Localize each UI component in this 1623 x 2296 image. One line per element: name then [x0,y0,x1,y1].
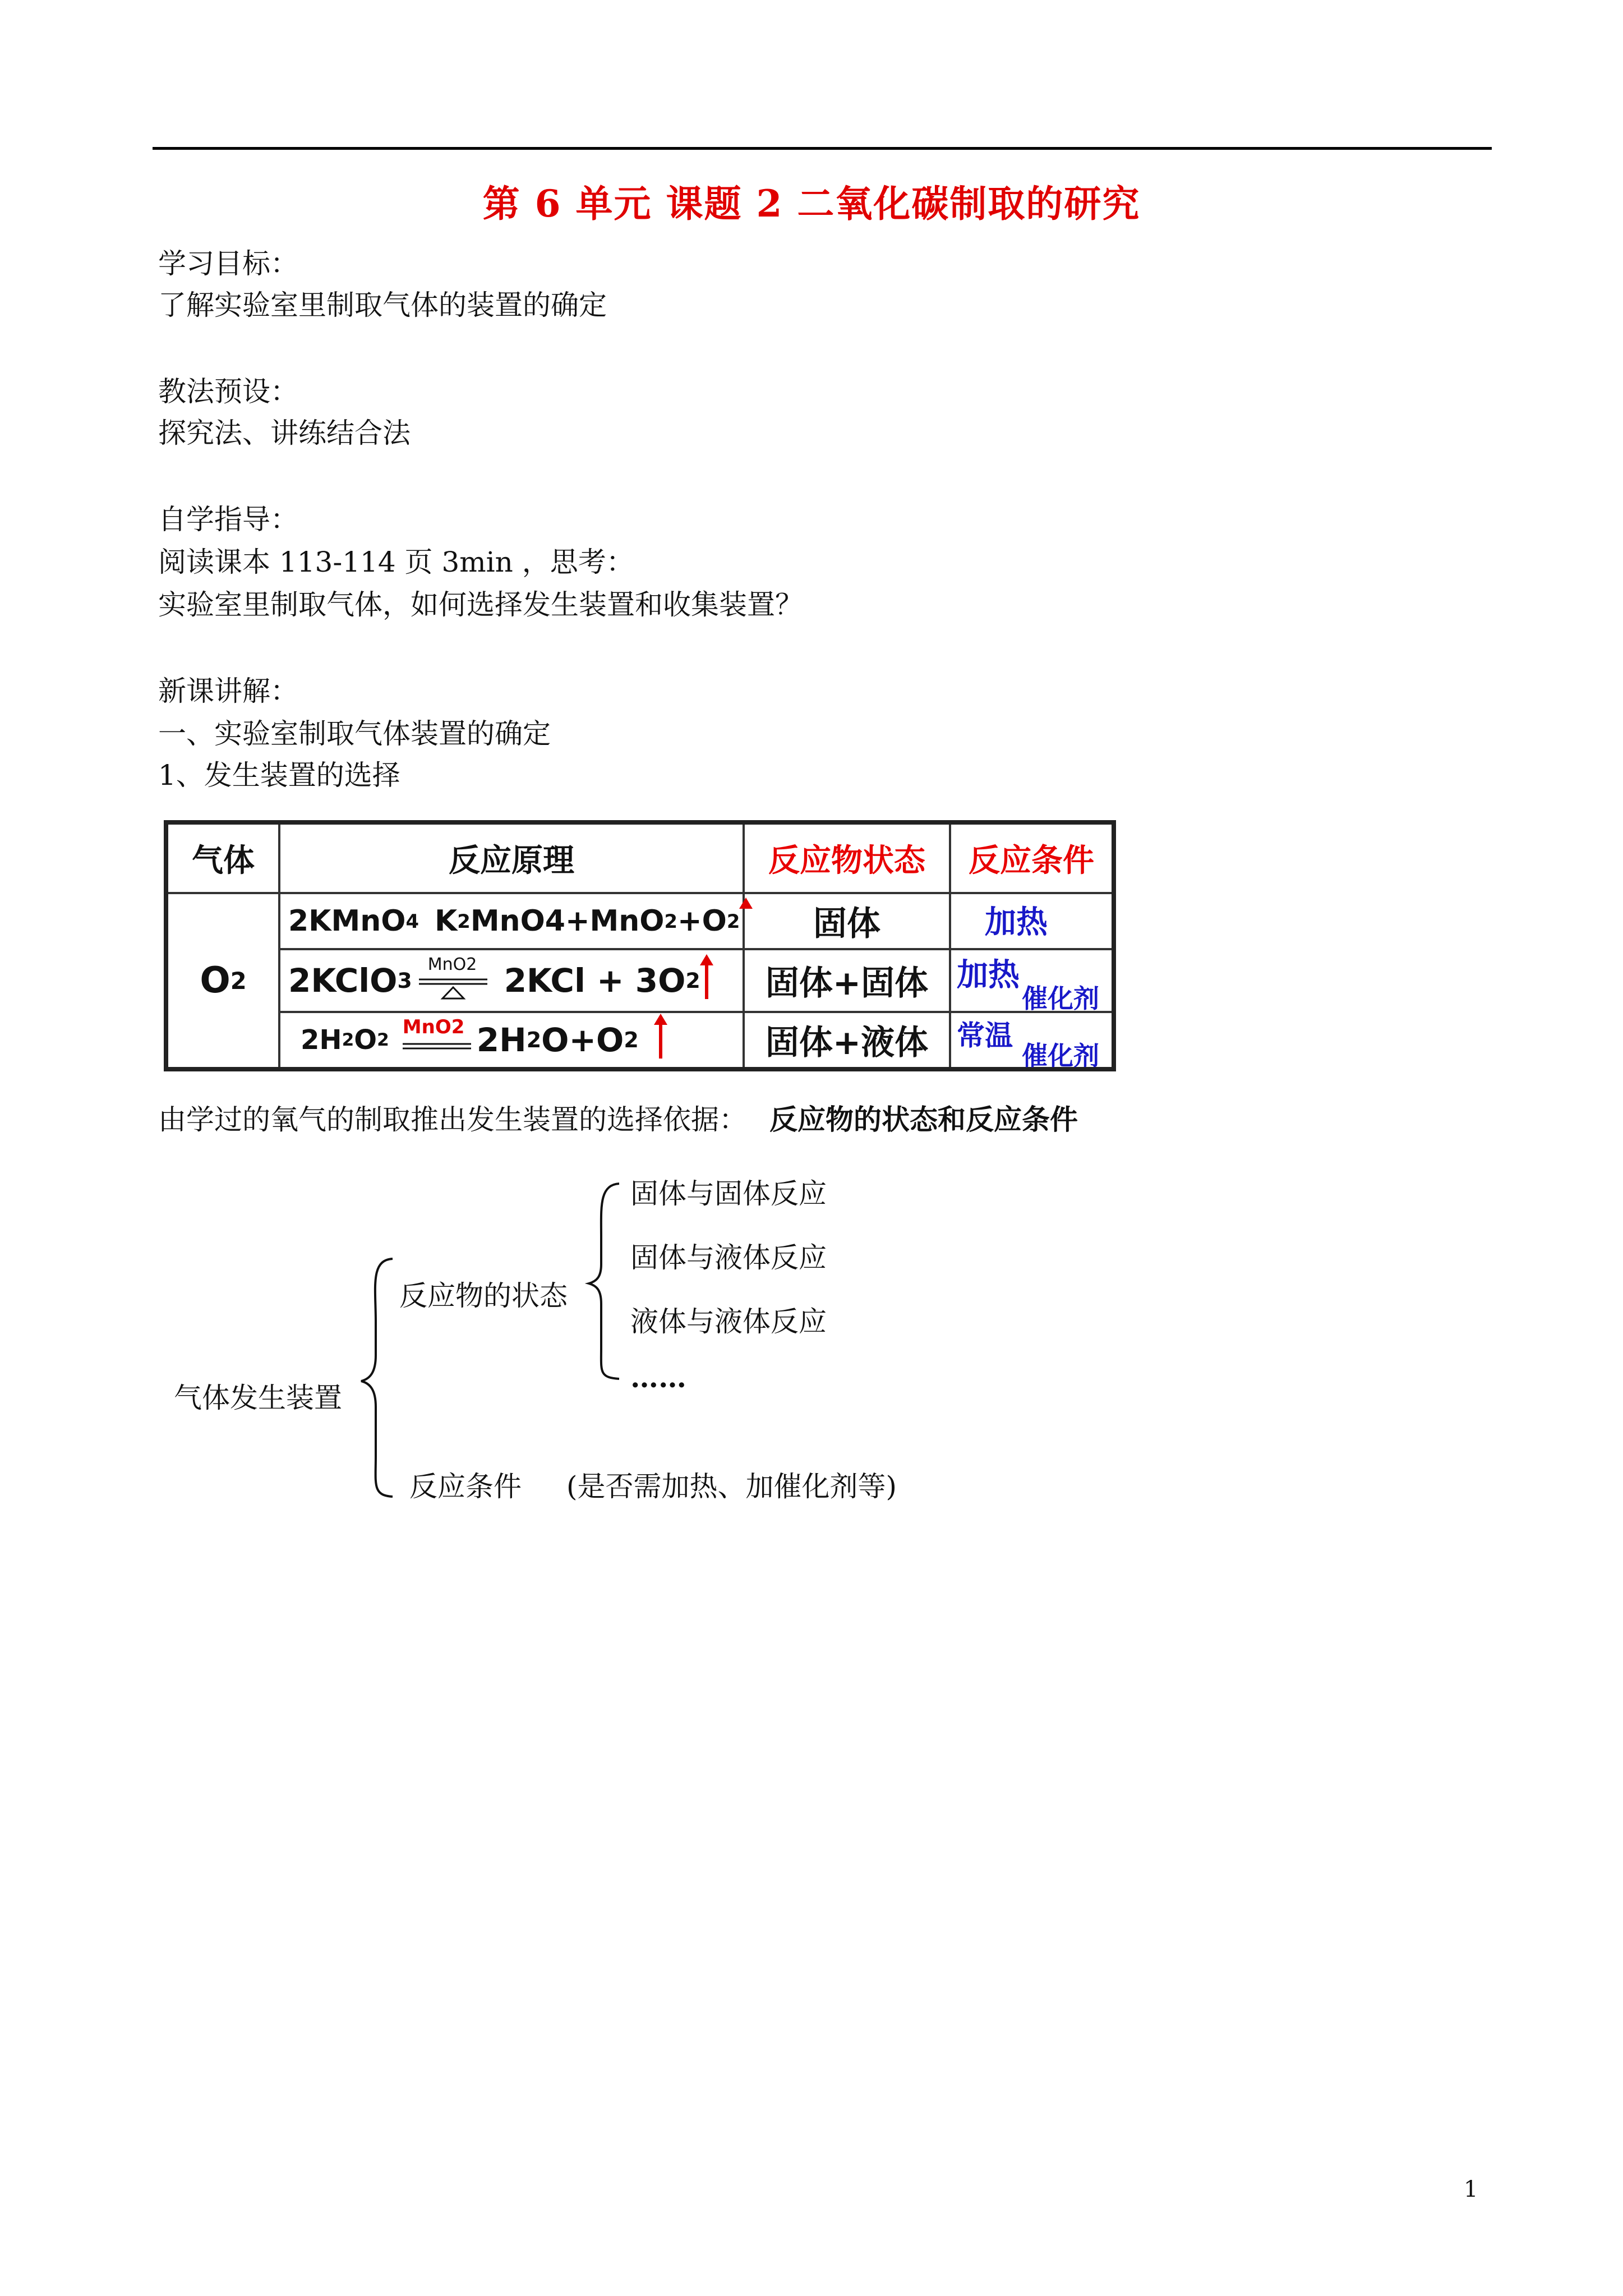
eq-product: 2H [476,1021,527,1059]
goal-label: 学习目标： [158,247,298,280]
condition-catalyst: 催化剂 [1022,983,1099,1014]
condition-main: 加热 [957,957,1020,993]
self-label: 自学指导： [158,503,298,536]
header-reactant-state: 反应物状态 [768,843,925,879]
self-text-2: 实验室里制取气体，如何选择发生装置和收集装置？ [158,588,803,621]
eq-subscript: 4 [405,910,419,932]
gas-arrow-icon [659,1022,662,1059]
reaction-sign [417,955,490,1003]
gas-arrow-icon [705,962,708,999]
diagram-leaf: 固体与固体反应 [630,1177,827,1210]
state-cell: 固体+液体 [765,1023,929,1062]
equation-h2o2 [280,1013,755,1067]
new-label: 新课讲解： [158,675,298,707]
gas-symbol: O [200,960,230,1001]
new-heading-2: 1、发生装置的选择 [158,759,400,792]
gas-subscript: 2 [230,967,247,995]
state-cell: 固体+固体 [765,964,929,1003]
eq-subscript: 2 [685,968,700,993]
method-text: 探究法、讲练结合法 [158,417,411,449]
basis-sentence [158,1103,1078,1137]
catalyst-label: MnO2 [427,955,477,974]
diagram-root: 气体发生装置 [174,1382,342,1414]
diagram-leaf: 液体与液体反应 [630,1305,827,1338]
eq-subscript: 2 [377,1030,389,1050]
basis-text: 由学过的氧气的制取推出发生装置的选择依据： [158,1103,747,1136]
diagram-leaf: …… [630,1361,686,1394]
equation-kclo3 [280,950,743,1011]
catalyst-label: MnO2 [402,1016,465,1038]
eq-reactant: 2KClO [288,961,398,1000]
condition-cell [951,1013,1112,1071]
eq-product: K [434,904,458,938]
branch-condition-note: (是否需加热、加催化剂等) [566,1470,897,1503]
diagram-branch-state: 反应物的状态 [399,1280,568,1312]
eq-subscript: 2 [624,1028,639,1052]
eq-product: +O [677,904,727,938]
gas-cell [168,894,278,1067]
eq-reactant: 2H [301,1024,342,1056]
condition-main: 常温 [957,1019,1013,1052]
eq-product: 2KCl + 3O [504,961,686,1000]
eq-product: MnO4+MnO [470,904,665,938]
eq-subscript: 2 [342,1030,354,1050]
goal-text: 了解实验室里制取气体的装置的确定 [158,289,607,321]
condition-cell: 加热 [985,904,1048,941]
eq-product: O+O [541,1021,624,1059]
header-principle: 反应原理 [449,843,574,879]
eq-reactant: O [354,1024,377,1056]
eq-reactant: 2KMnO [288,904,406,938]
reaction-sign [400,1016,473,1060]
diagram-branch-condition [409,1464,897,1504]
condition-cell [951,950,1112,1014]
state-cell: 固体 [813,904,880,944]
eq-subscript: 2 [726,910,740,932]
branch-condition-label: 反应条件 [409,1470,522,1503]
self-text-1: 阅读课本 113-114 页 3min ，思考： [158,546,634,578]
new-heading-1: 一、实验室制取气体装置的确定 [158,717,551,750]
basis-emphasis: 反应物的状态和反应条件 [769,1103,1078,1136]
eq-subscript: 2 [664,910,678,932]
equation-kmno4 [280,894,743,948]
method-label: 教法预设： [158,375,298,408]
header-rule [153,147,1492,150]
eq-subscript: 3 [397,968,412,993]
eq-subscript: 2 [457,910,471,932]
inner-brace-icon [587,1180,626,1382]
header-condition: 反应条件 [969,843,1094,879]
page-number: 1 [1464,2177,1478,2202]
condition-catalyst: 催化剂 [1022,1041,1099,1071]
eq-subscript: 2 [526,1028,542,1052]
page-title: 第 6 单元 课题 2 二氧化碳制取的研究 [482,182,1141,226]
diagram-leaf: 固体与液体反应 [630,1241,827,1274]
reaction-table [164,820,1116,1071]
heat-sign-icon [417,977,490,1005]
equals-sign-icon [400,1042,473,1053]
header-gas: 气体 [192,843,255,879]
outer-brace-icon [359,1254,404,1501]
